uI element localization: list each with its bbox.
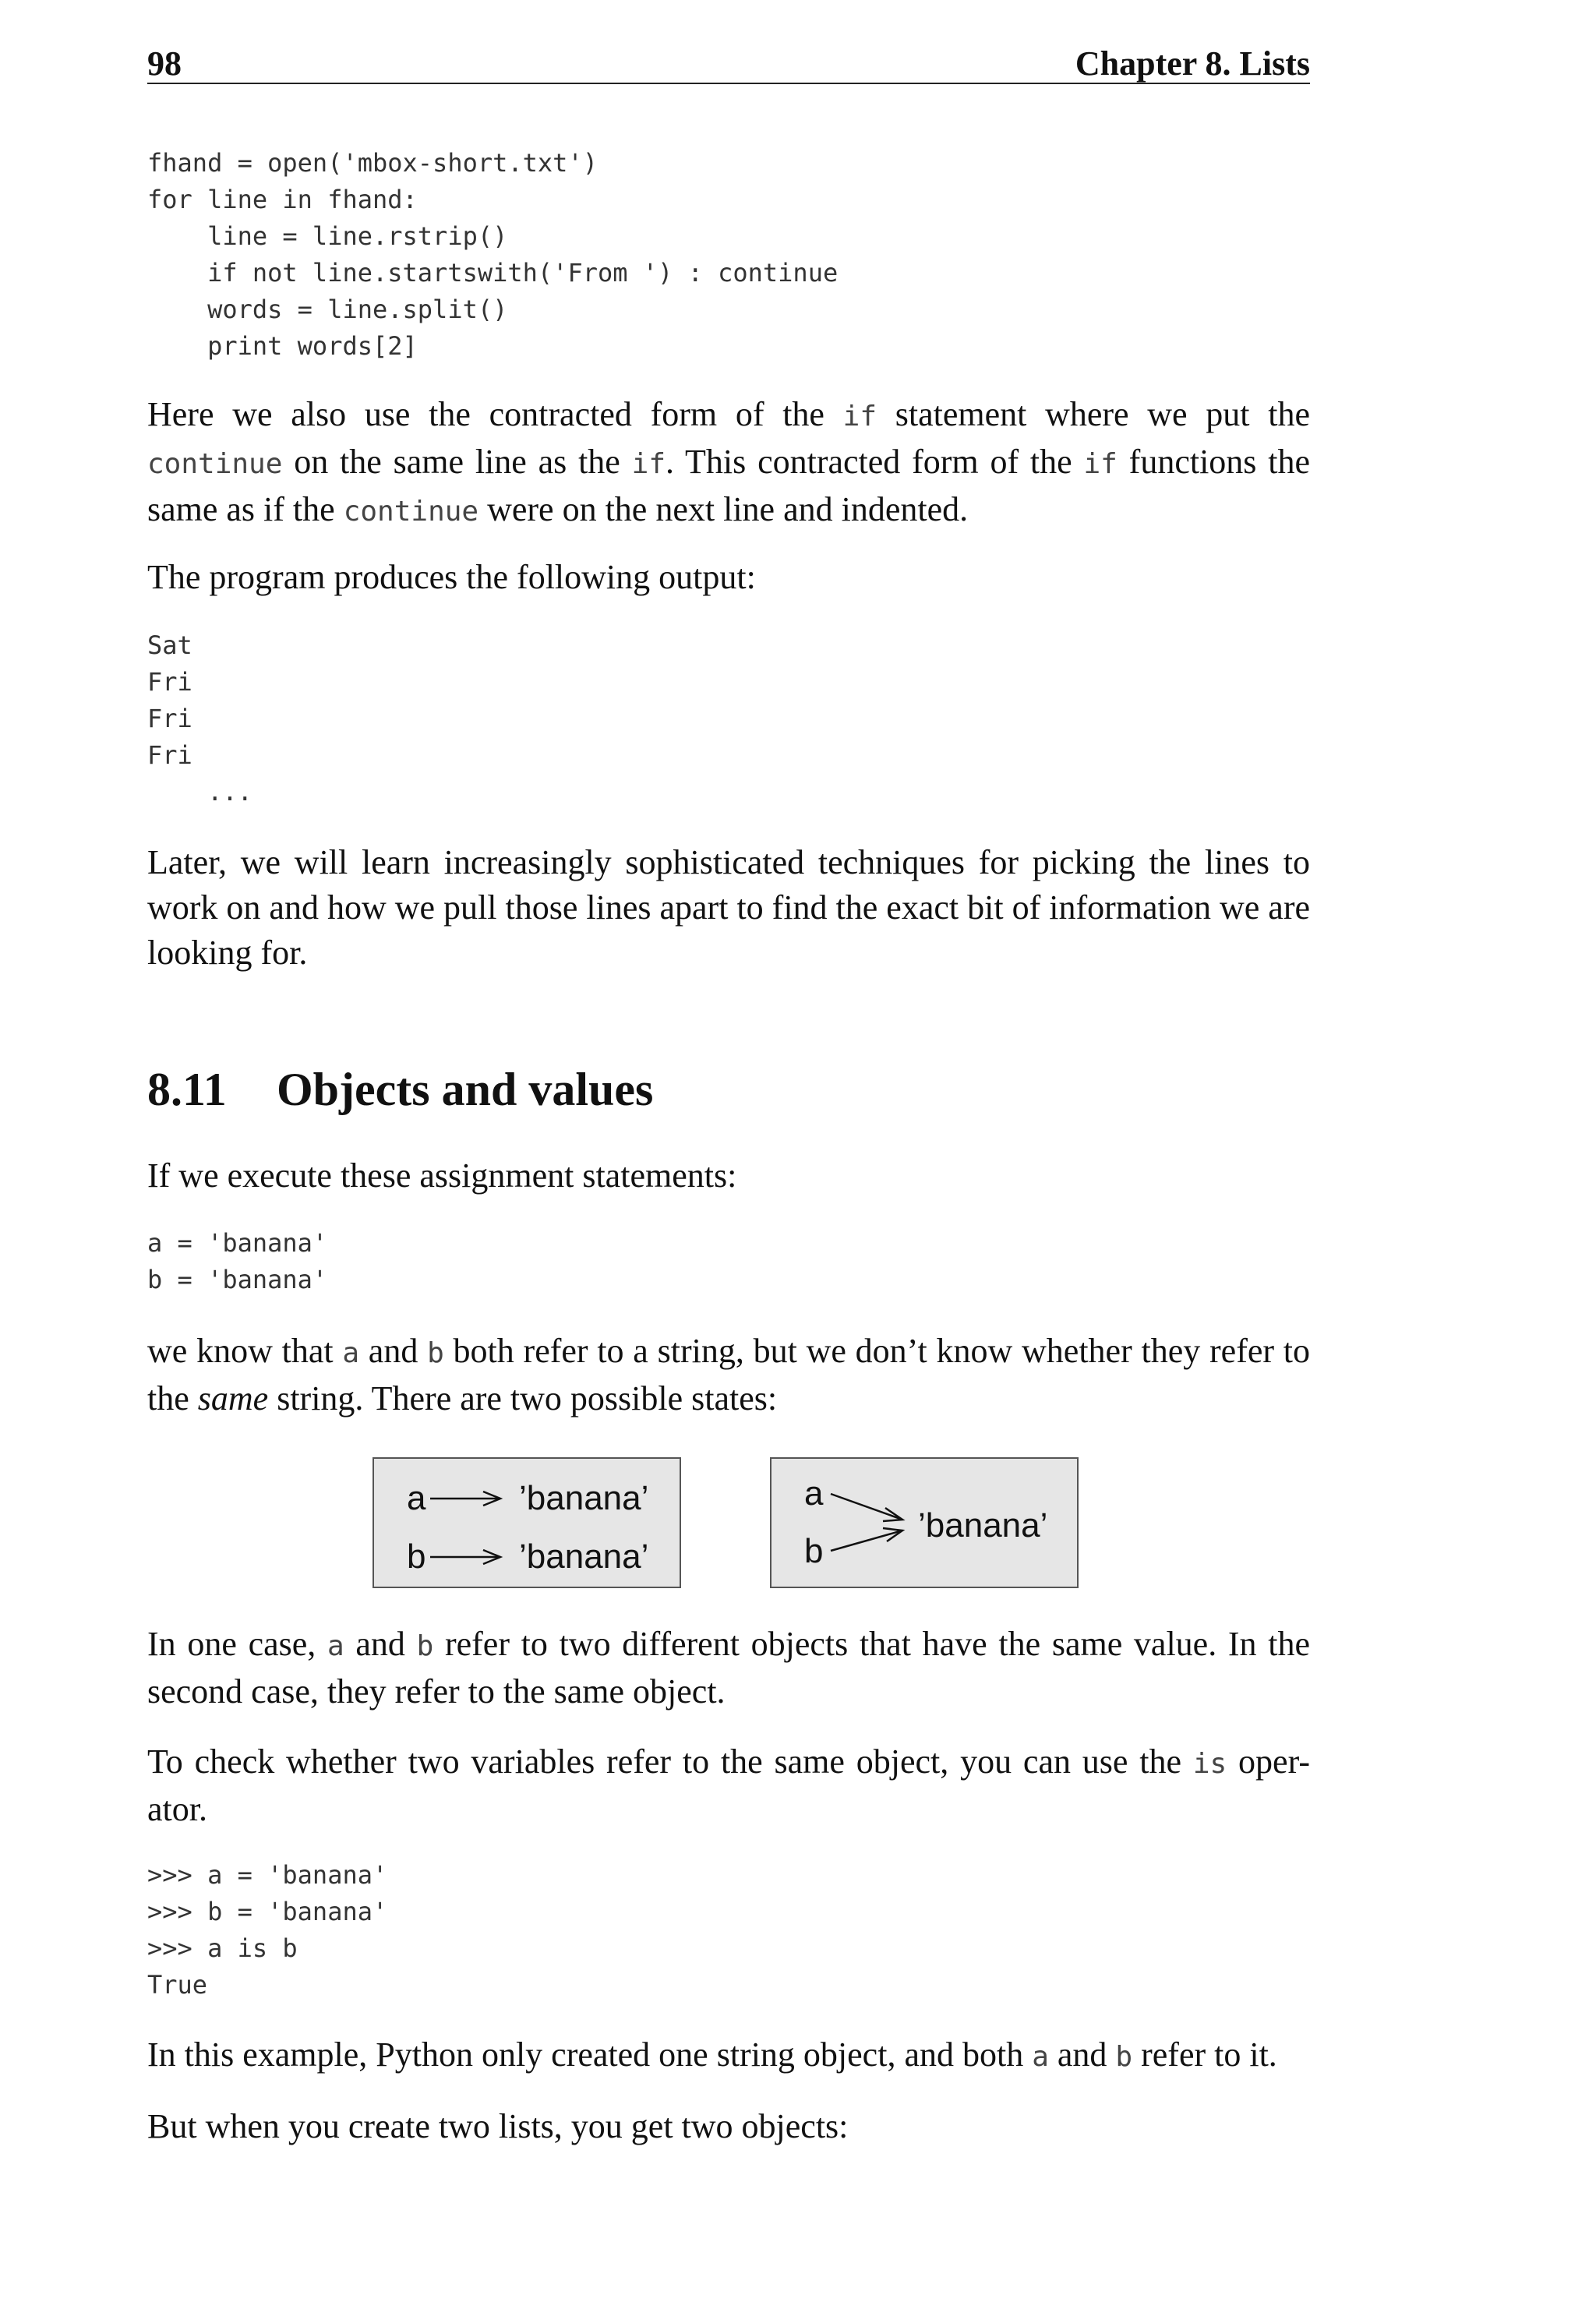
paragraph-one-string: In this example, Python only created one string object, and both a and b refer to it. <box>147 2035 1277 2074</box>
paragraph-is-operator: To check whether two variables refer to the same object, you can use the is oper-ator. <box>147 1742 1310 1828</box>
paragraph-two-cases: In one case, a and b refer to two different objects that have the same value. In the second case, they refer to the same object. <box>147 1625 1310 1711</box>
section-heading <box>147 1060 653 1119</box>
diagram-value-shared: ’banana’ <box>918 1506 1048 1545</box>
code-block-is-example: >>> a = 'banana' >>> b = 'banana' >>> a is b True <box>147 1860 388 2000</box>
section-title: Objects and values <box>277 1064 654 1115</box>
running-head <box>147 44 1310 84</box>
diagram-var-b-shared: b <box>804 1532 824 1570</box>
code-block-mbox: fhand = open('mbox-short.txt') for line in fhand: line = line.rstrip() if not line.startswith('From ') : continue words = line.split() print words[2] <box>147 148 839 361</box>
page-number: 98 <box>147 44 182 83</box>
diagram-var-a: a <box>407 1479 426 1517</box>
section-number: 8.11 <box>147 1064 227 1115</box>
chapter-title: Chapter 8. Lists <box>1075 44 1310 83</box>
diagram-value-b: ’banana’ <box>519 1538 649 1576</box>
paragraph-contracted-if: Here we also use the contracted form of the if statement where we put the continue on the same line as the if. This contracted form of the if functions the same as if the continue were on the next line and indented. <box>147 395 1310 528</box>
paragraph-output-intro: The program produces the following output: <box>147 558 756 596</box>
paragraph-assignment-intro: If we execute these assignment statements: <box>147 1156 737 1195</box>
paragraph-two-lists: But when you create two lists, you get two objects: <box>147 2107 849 2145</box>
diagram-var-b: b <box>407 1538 426 1576</box>
state-diagram-two-objects <box>373 1457 681 1588</box>
code-block-output: Sat Fri Fri Fri ... <box>147 630 252 807</box>
paragraph-two-states: we know that a and b both refer to a string, but we don’t know whether they refer to the same string. There are two possible states: <box>147 1332 1311 1418</box>
diagram-var-a-shared: a <box>804 1474 824 1513</box>
paragraph-later: Later, we will learn increasingly sophisticated techniques for picking the lines to work on and how we pull those lines apart to find the exact bit of information we are looking for. <box>147 843 1310 972</box>
state-diagram-shared-object <box>770 1457 1079 1588</box>
code-block-assignments: a = 'banana' b = 'banana' <box>147 1228 328 1294</box>
diagram-value-a: ’banana’ <box>519 1479 649 1517</box>
